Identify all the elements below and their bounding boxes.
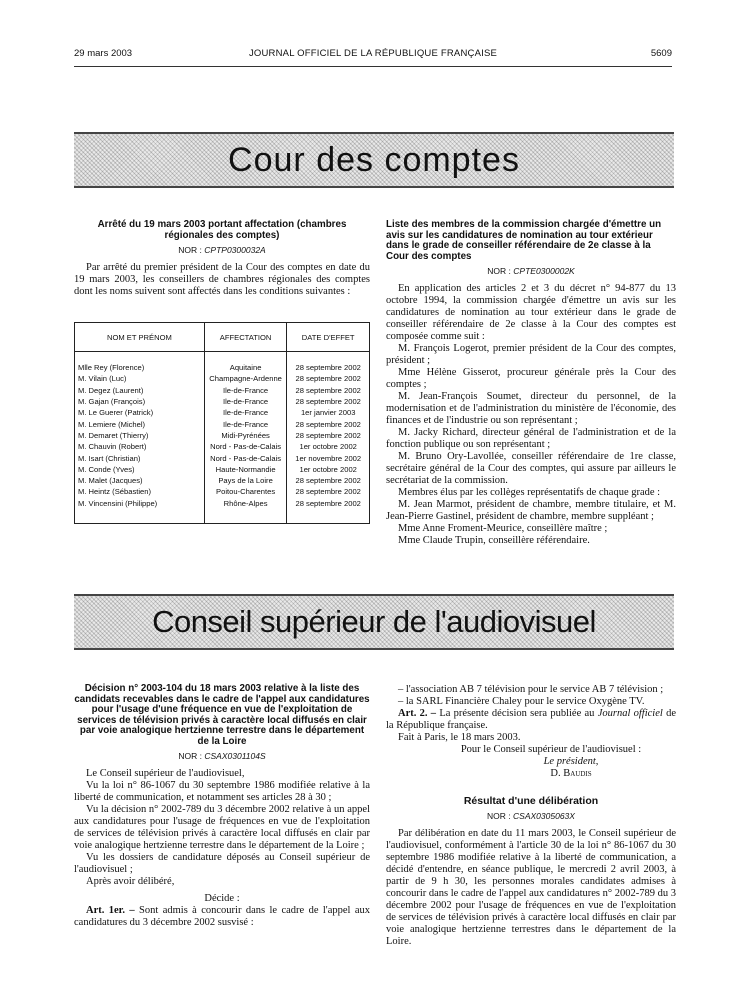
affectation-table [74, 322, 370, 524]
cell-name: M. Heintz (Sébastien) [75, 486, 205, 497]
decision-paragraph: Vu la décision n° 2002-789 du 3 décembre 2002 relative à un appel aux candidatures pour l'usage de fréquences en vue de l'exploitation de services de télévision privés à caractère local diffusés en clair par voie analogique hertzienne terrestre dans le département de la Loire ; [74, 804, 370, 851]
cell-affectation: Haute-Normandie [204, 464, 287, 475]
cell-date: 28 septembre 2002 [287, 418, 370, 429]
liste-paragraph: M. Jean Marmot, président de chambre, membre titulaire, et M. Jean-Pierre Gastinel, président de chambre, membre suppléant ; [386, 499, 676, 522]
cell-affectation: Ile-de-France [204, 407, 287, 418]
table-row [75, 385, 370, 396]
fait-a-paris: Fait à Paris, le 18 mars 2003. [398, 732, 521, 743]
liste-paragraph: M. François Logerot, premier président de la Cour des comptes, président ; [386, 343, 676, 366]
cell-affectation: Midi-Pyrénées [204, 430, 287, 441]
decision-paragraph: Vu les dossiers de candidature déposés au Conseil supérieur de l'audiovisuel ; [74, 852, 370, 875]
cell-name: M. Conde (Yves) [75, 464, 205, 475]
header-journal-title: JOURNAL OFFICIEL DE LA RÉPUBLIQUE FRANÇAISE [248, 48, 498, 59]
cell-date: 1er janvier 2003 [287, 407, 370, 418]
liste-nor [386, 265, 676, 277]
liste-paragraph: M. Bruno Ory-Lavollée, conseiller référendaire de 1re classe, secrétaire général de la Cour des comptes, qui assure par ailleurs le secrétariat de la commission. [386, 451, 676, 486]
liste-paragraphs [386, 283, 676, 547]
list-item: – l'association AB 7 télévision pour le service AB 7 télévision ; [398, 684, 664, 695]
section-title: Conseil supérieur de l'audiovisuel [152, 604, 596, 639]
table-row [75, 430, 370, 441]
resultat-nor [386, 810, 676, 822]
cell-name: M. Gajan (François) [75, 396, 205, 407]
resultat-text: Par délibération en date du 11 mars 2003, le Conseil supérieur de l'audiovisuel, conformément à l'article 30 de la loi n° 86-1067 du 30 septembre 1986 modifiée relative à la liberté de communication, a décidé d'entendre, en séance publique, le mercredi 2 avril 2003, à partir de 9 h 30, les personnes morales candidates admises à concourir dans le cadre de l'appel aux candidatures n° 2002-789 du 3 décembre 2002 pour l'usage de fréquences en vue de l'exploitation de services de télévision privés à caractère local diffusés en clair par voie analogique hertzienne terrestres dans le département de la Loire. [386, 827, 676, 947]
nor-code: CSAX0301104S [204, 751, 266, 761]
column-header-name: NOM ET PRÉNOM [75, 323, 205, 352]
decision-paragraph: Vu la loi n° 86-1067 du 30 septembre 1986 modifiée relative à la liberté de communication, et notamment ses articles 28 à 30 ; [74, 780, 370, 803]
table-row [75, 396, 370, 407]
cell-name: M. Chauvin (Robert) [75, 441, 205, 452]
article-1 [74, 905, 370, 929]
cell-affectation: Pays de la Loire [204, 475, 287, 486]
cell-affectation: Poitou-Charentes [204, 486, 287, 497]
signature-name: D. Baudis [550, 768, 592, 779]
arrete-title: Arrêté du 19 mars 2003 portant affectation (chambres régionales des comptes) [97, 219, 347, 241]
article-2-label: Art. 2. – [398, 708, 437, 719]
cell-date: 1er novembre 2002 [287, 452, 370, 463]
decision-title: Décision n° 2003-104 du 18 mars 2003 relative à la liste des candidats recevables dans le cadre de l'appel aux candidatures pour l'usage d'une fréquence en vue de l'exploitation de services de télévision privés à caractère local diffusés en clair par voie analogique hertzienne terrestre dans le département de la Loire [74, 683, 370, 747]
nor-label: NOR : [178, 751, 202, 761]
liste-paragraph: Membres élus par les collèges représentatifs de chaque grade : [398, 487, 661, 498]
nor-code: CPTP0300032A [204, 245, 266, 255]
nor-code: CSAX0305063X [513, 810, 575, 821]
nor-label: NOR : [487, 266, 511, 276]
list-item: – la SARL Financière Chaley pour le service Oxygène TV. [398, 696, 645, 707]
table-row [75, 452, 370, 463]
column-header-date: DATE D'EFFET [287, 323, 370, 352]
decide-heading: Décide : [204, 893, 240, 904]
resultat-title: Résultat d'une délibération [463, 795, 599, 807]
decision-paragraphs [74, 768, 370, 888]
decision-nor [74, 750, 370, 762]
liste-paragraph: En application des articles 2 et 3 du décret n° 94-877 du 13 octobre 1994, la commission chargée d'émettre un avis sur les candidatures de nomination au tour extérieur dans le grade de conseiller référendaire de 2e classe à la Cour des comptes est composée comme suit : [386, 283, 676, 342]
cell-date: 28 septembre 2002 [287, 430, 370, 441]
arrete-nor [74, 244, 370, 256]
cell-affectation: Ile-de-France [204, 418, 287, 429]
header-rule [74, 66, 672, 67]
arrete-intro: Par arrêté du premier président de la Cour des comptes en date du 19 mars 2003, les conseillers de chambres régionales des comptes dont les noms suivent sont affectés dans les conditions suivantes : [74, 262, 370, 297]
cell-name: M. Vincensini (Philippe) [75, 498, 205, 524]
table-row [75, 441, 370, 452]
cell-affectation: Ile-de-France [204, 396, 287, 407]
cell-name: M. Lemiere (Michel) [75, 418, 205, 429]
table-row [75, 486, 370, 497]
journal-officiel-ref: Journal officiel [597, 708, 663, 719]
cell-affectation: Ile-de-France [204, 385, 287, 396]
liste-paragraph: Mme Hélène Gisserot, procureur générale près la Cour des comptes ; [386, 367, 676, 390]
nor-label: NOR : [178, 245, 202, 255]
cell-date: 28 septembre 2002 [287, 498, 370, 524]
cell-name: M. Demaret (Thierry) [75, 430, 205, 441]
cell-affectation: Nord - Pas-de-Calais [204, 452, 287, 463]
liste-paragraph: M. Jean-François Soumet, directeur du personnel, de la modernisation et de l'administration du ministère de l'économie, des finances et de l'industrie ou son représentant ; [386, 391, 676, 426]
cell-affectation: Rhône-Alpes [204, 498, 287, 524]
table-row [75, 475, 370, 486]
section-banner-csa [74, 594, 674, 650]
table-row [75, 498, 370, 524]
signature-role: Le président, [543, 756, 599, 767]
cell-date: 28 septembre 2002 [287, 396, 370, 407]
cell-date: 28 septembre 2002 [287, 475, 370, 486]
liste-paragraph: Mme Claude Trupin, conseillère référendaire. [398, 535, 590, 546]
decision-paragraph: Le Conseil supérieur de l'audiovisuel, [86, 768, 245, 779]
section-banner-cour-des-comptes [74, 132, 674, 188]
table-row [75, 418, 370, 429]
header-page-number: 5609 [650, 48, 672, 59]
cell-affectation: Nord - Pas-de-Calais [204, 441, 287, 452]
cell-name: M. Malet (Jacques) [75, 475, 205, 486]
nor-code: CPTE0300002K [513, 266, 575, 276]
table-row [75, 407, 370, 418]
affectation-table-body [75, 352, 370, 524]
article-2-text: La présente décision sera publiée au [439, 708, 598, 719]
running-header [74, 48, 672, 62]
cell-date: 1er octobre 2002 [287, 441, 370, 452]
cell-date: 28 septembre 2002 [287, 486, 370, 497]
cell-date: 28 septembre 2002 [287, 373, 370, 384]
cell-name: M. Le Guerer (Patrick) [75, 407, 205, 418]
section-title: Cour des comptes [228, 140, 520, 179]
table-row [75, 352, 370, 374]
cell-affectation: Aquitaine [204, 352, 287, 374]
cell-date: 28 septembre 2002 [287, 385, 370, 396]
decision-article [74, 684, 370, 929]
cell-name: M. Vilain (Luc) [75, 373, 205, 384]
article-1-text: Sont admis à concourir dans le cadre de l'appel aux candidatures du 3 décembre 2002 susvisé : [74, 905, 370, 928]
table-header-row [75, 323, 370, 352]
arrete-article [74, 220, 370, 298]
decision-continued [386, 684, 676, 948]
table-row [75, 373, 370, 384]
decision-paragraph: Après avoir délibéré, [86, 876, 175, 887]
liste-paragraph: Mme Anne Froment-Meurice, conseillère maître ; [398, 523, 608, 534]
cell-name: M. Degez (Laurent) [75, 385, 205, 396]
cell-date: 1er octobre 2002 [287, 464, 370, 475]
header-date: 29 mars 2003 [74, 48, 133, 59]
cell-date: 28 septembre 2002 [287, 352, 370, 374]
cell-affectation: Champagne-Ardenne [204, 373, 287, 384]
cell-name: Mlle Rey (Florence) [75, 352, 205, 374]
nor-label: NOR : [487, 810, 511, 821]
liste-article [386, 220, 676, 547]
column-header-affectation: AFFECTATION [204, 323, 287, 352]
cell-name: M. Isart (Christian) [75, 452, 205, 463]
article-2 [386, 708, 676, 732]
liste-paragraph: M. Jacky Richard, directeur général de l'administration et de la fonction publique ou son représentant ; [386, 427, 676, 450]
article-2-text-end: de la République française. [386, 708, 676, 731]
table-row [75, 464, 370, 475]
liste-title: Liste des membres de la commission chargée d'émettre un avis sur les candidatures de nomination au tour extérieur dans le grade de conseiller référendaire de 2e classe à la Cour des comptes [386, 219, 662, 262]
signature-for: Pour le Conseil supérieur de l'audiovisuel : [460, 744, 642, 755]
article-1-label: Art. 1er. – [86, 905, 135, 916]
